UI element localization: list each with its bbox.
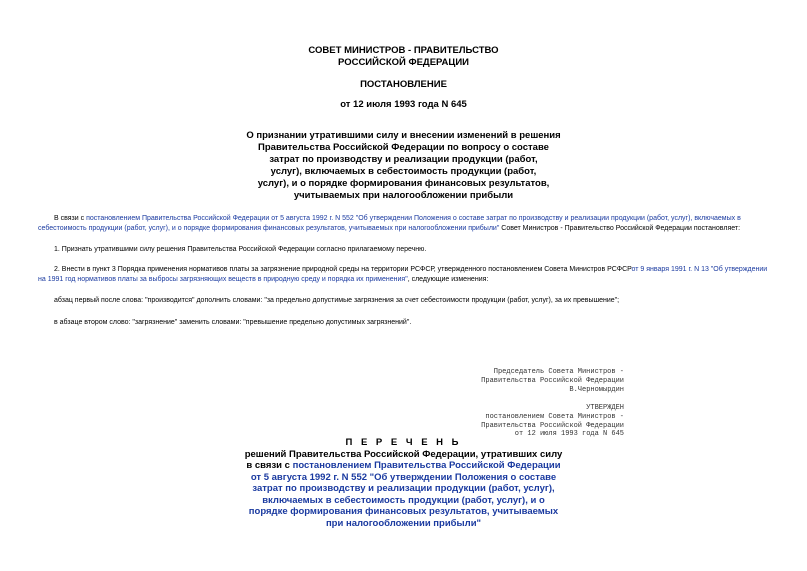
title-line: О признании утратившими силу и внесении изменений в решения (246, 130, 561, 141)
preamble-suffix: Совет Министров - Правительство Российской Федерации постановляет: (499, 225, 741, 232)
list-subtitle-line (0, 460, 807, 472)
approval-line: от 12 июля 1993 года N 645 (514, 430, 624, 439)
link-resolution-552-list-cont[interactable]: включаемых в себестоимость продукции (работ, услуг), и о (262, 494, 545, 506)
document-date-number: от 12 июля 1993 года N 645 (340, 99, 467, 110)
paragraph-item-1: 1. Признать утратившими силу решения Правительства Российской Федерации согласно прилагаемому перечню. (54, 246, 427, 253)
issuer-header (0, 45, 807, 69)
signature-name: В.Черномырдин (569, 385, 624, 394)
title-line: учитываемых при налогообложении прибыли (293, 190, 514, 201)
list-section (0, 437, 807, 529)
link-resolution-13[interactable]: от 9 января 1991 г. N 13 "Об утверждении на 1991 год нормативов платы за выбросы загрязняющих веществ в природную среду и порядка их применения" (38, 266, 768, 283)
link-resolution-552-list[interactable]: постановлением Правительства Российской Федерации (292, 460, 561, 471)
paragraph-item-2 (38, 265, 773, 285)
document-title (0, 130, 807, 202)
paragraph-preamble (38, 214, 773, 234)
approval-block (481, 404, 624, 439)
title-line: услуг), и о порядке формирования финансовых результатов, (257, 178, 550, 189)
preamble-prefix: В связи с (54, 215, 87, 222)
link-resolution-552-list-cont[interactable]: порядке формирования финансовых результатов, учитываемых (248, 506, 559, 517)
paragraph-amendment-2: в абзаце втором слово: "загрязнение" заменить словами: "превышение предельно допустимых загрязнений". (54, 319, 412, 326)
signature-line: Правительства Российской Федерации (481, 376, 624, 385)
signature-block (481, 368, 624, 394)
paragraph-amendment-1: абзац первый после слова: "производится" дополнить словами: "за предельно допустимые загрязнения за счет себестоимости продукции (работ, услуг), за их превышение"; (54, 297, 620, 304)
title-line: услуг), включаемых в себестоимость продукции (работ, (270, 166, 537, 177)
list-title: П Е Р Е Ч Е Н Ь (345, 437, 462, 448)
link-resolution-552[interactable]: постановлением Правительства Российской Федерации от 5 августа 1992 г. N 552 "Об утверждении Положения о составе затрат по производству и реализации продукции (работ, услуг), включаемых в себестоимость продукции (работ, услуг), и о порядке формирования финансовых результатов, учитываемых при налогообложении прибыли" (38, 215, 741, 232)
title-line: затрат по производству и реализации продукции (работ, (269, 154, 538, 165)
link-resolution-552-list-cont[interactable]: затрат по производству и реализации продукции (работ, услуг), (252, 483, 555, 494)
issuer-line-1: СОВЕТ МИНИСТРОВ - ПРАВИТЕЛЬСТВО (308, 45, 499, 56)
item-2-prefix: 2. Внести в пункт 3 Порядка применения нормативов платы за загрязнение природной среды на территории РСФСР, утвержденного постановлением Совета Министров РСФСР (54, 266, 632, 273)
signature-line: Председатель Совета Министров - (493, 368, 624, 376)
approval-line: постановлением Совета Министров - (485, 412, 624, 421)
link-resolution-552-list-cont[interactable]: от 5 августа 1992 г. N 552 "Об утверждении Положения о составе (250, 471, 557, 483)
document-type: ПОСТАНОВЛЕНИЕ (360, 79, 447, 90)
approval-line: Правительства Российской Федерации (481, 421, 624, 430)
issuer-line-2: РОССИЙСКОЙ ФЕДЕРАЦИИ (337, 57, 469, 68)
item-2-suffix: , следующие изменения: (407, 276, 489, 283)
list-subtitle-line: решений Правительства Российской Федерации, утративших силу (244, 448, 563, 460)
title-line: Правительства Российской Федерации по вопросу о составе (258, 142, 549, 153)
approval-line: УТВЕРЖДЕН (586, 404, 624, 412)
list-subtitle-prefix: в связи с (246, 460, 293, 471)
link-resolution-552-list-cont[interactable]: при налогообложении прибыли" (325, 517, 482, 529)
